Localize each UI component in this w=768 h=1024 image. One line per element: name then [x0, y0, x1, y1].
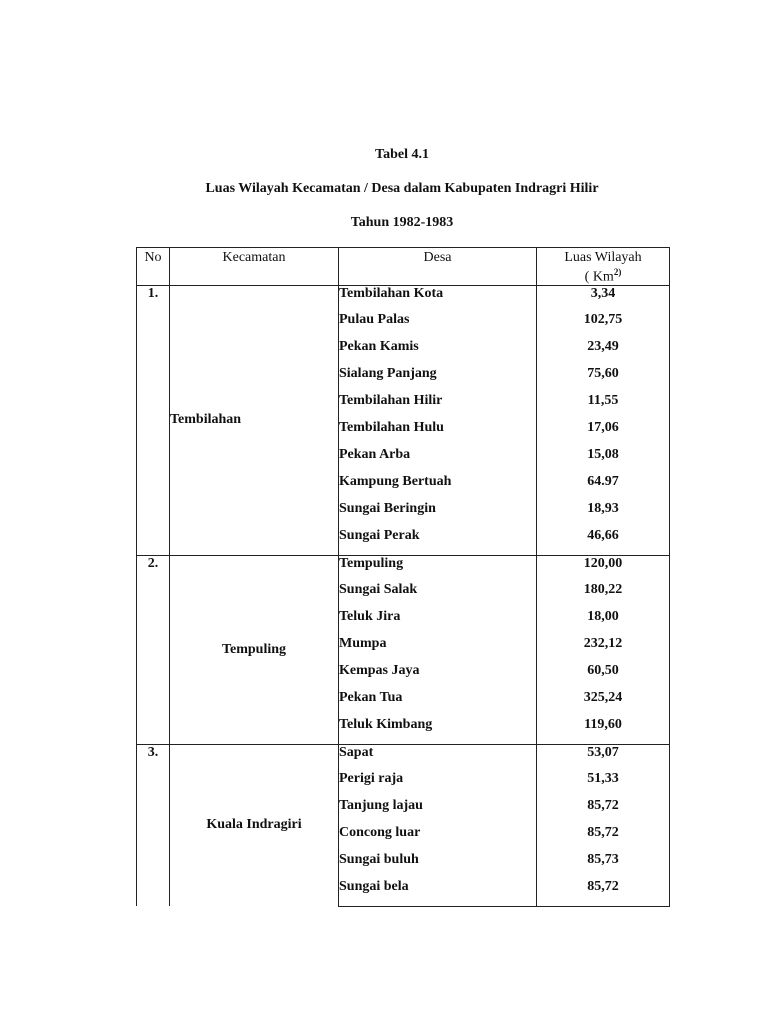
desa-cell: Sungai Perak	[339, 528, 537, 555]
luas-cell: 23,49	[537, 339, 670, 366]
table-caption: Luas Wilayah Kecamatan / Desa dalam Kabupaten Indragri Hilir	[205, 181, 599, 196]
luas-cell: 18,93	[537, 501, 670, 528]
desa-cell: Pekan Arba	[339, 447, 537, 474]
table-row	[137, 555, 670, 582]
table-header	[137, 248, 670, 286]
header-kecamatan: Kecamatan	[170, 248, 339, 286]
luas-cell: 119,60	[537, 717, 670, 744]
luas-cell: 85,72	[537, 879, 670, 906]
desa-cell: Kampung Bertuah	[339, 474, 537, 501]
desa-cell: Pulau Palas	[339, 312, 537, 339]
desa-cell: Teluk Jira	[339, 609, 537, 636]
desa-cell: Sapat	[339, 744, 537, 771]
luas-cell: 180,22	[537, 582, 670, 609]
header-luas-unit	[537, 265, 669, 285]
luas-cell: 75,60	[537, 366, 670, 393]
desa-cell: Tanjung lajau	[339, 798, 537, 825]
desa-cell: Perigi raja	[339, 771, 537, 798]
desa-cell: Pekan Tua	[339, 690, 537, 717]
area-table	[136, 247, 670, 907]
desa-cell: Sialang Panjang	[339, 366, 537, 393]
desa-cell: Sungai Salak	[339, 582, 537, 609]
luas-cell: 46,66	[537, 528, 670, 555]
luas-cell: 60,50	[537, 663, 670, 690]
luas-cell: 85,72	[537, 798, 670, 825]
luas-cell: 18,00	[537, 609, 670, 636]
table-row	[137, 285, 670, 312]
luas-cell: 64.97	[537, 474, 670, 501]
kecamatan-cell: Kuala Indragiri	[170, 744, 339, 906]
header-luas	[537, 248, 670, 286]
row-number: 2.	[137, 555, 170, 744]
luas-cell: 3,34	[537, 285, 670, 312]
desa-cell: Concong luar	[339, 825, 537, 852]
table-year: Tahun 1982-1983	[350, 215, 454, 230]
luas-cell: 11,55	[537, 393, 670, 420]
desa-cell: Tempuling	[339, 555, 537, 582]
luas-cell: 85,72	[537, 825, 670, 852]
desa-cell: Sungai Beringin	[339, 501, 537, 528]
row-number: 3.	[137, 744, 170, 906]
kecamatan-cell: Tembilahan	[170, 285, 339, 555]
header-luas-label: Luas Wilayah	[564, 250, 642, 265]
desa-cell: Sungai buluh	[339, 852, 537, 879]
table-body	[137, 285, 670, 906]
table-row	[137, 744, 670, 771]
desa-cell: Sungai bela	[339, 879, 537, 906]
header-luas-unit-text: ( Km	[584, 269, 614, 285]
luas-cell: 53,07	[537, 744, 670, 771]
header-no: No	[137, 248, 170, 286]
desa-cell: Pekan Kamis	[339, 339, 537, 366]
desa-cell: Tembilahan Hilir	[339, 393, 537, 420]
luas-cell: 120,00	[537, 555, 670, 582]
luas-cell: 232,12	[537, 636, 670, 663]
luas-cell: 102,75	[537, 312, 670, 339]
header-desa: Desa	[339, 248, 537, 286]
luas-cell: 51,33	[537, 771, 670, 798]
desa-cell: Teluk Kimbang	[339, 717, 537, 744]
table-number-title: Tabel 4.1	[375, 147, 429, 162]
luas-cell: 15,08	[537, 447, 670, 474]
header-luas-unit-sup: 2)	[613, 267, 622, 277]
desa-cell: Tembilahan Hulu	[339, 420, 537, 447]
desa-cell: Mumpa	[339, 636, 537, 663]
desa-cell: Tembilahan Kota	[339, 285, 537, 312]
kecamatan-cell: Tempuling	[170, 555, 339, 744]
luas-cell: 325,24	[537, 690, 670, 717]
desa-cell: Kempas Jaya	[339, 663, 537, 690]
header-row	[137, 248, 670, 286]
luas-cell: 85,73	[537, 852, 670, 879]
row-number: 1.	[137, 285, 170, 555]
luas-cell: 17,06	[537, 420, 670, 447]
